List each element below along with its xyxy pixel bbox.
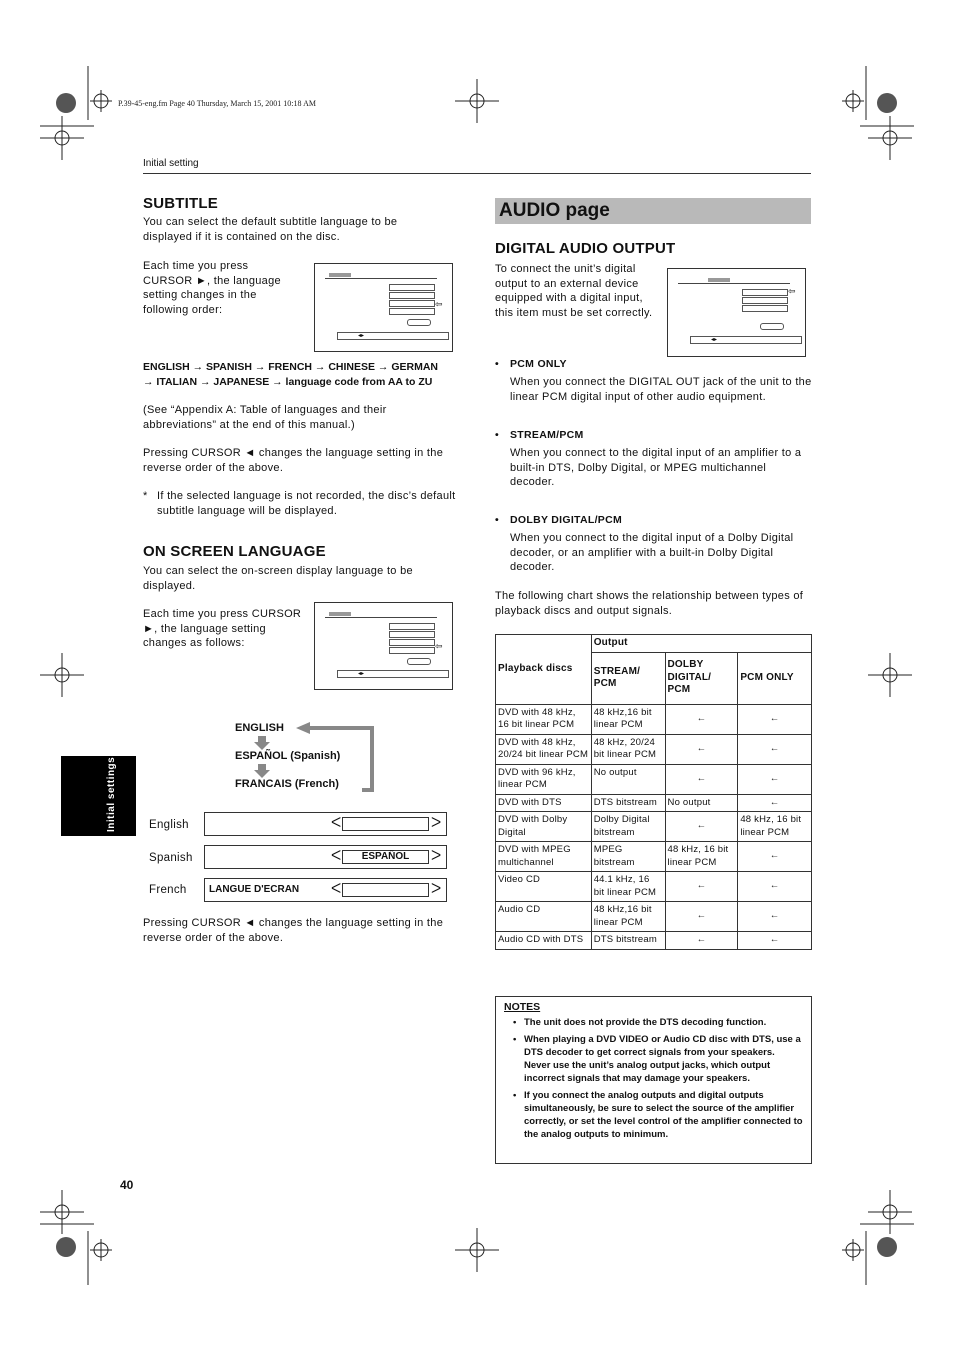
section-header: Initial setting — [143, 158, 199, 169]
table-cell: DVD with 48 kHz, 16 bit linear PCM — [496, 704, 592, 734]
table-cell: DTS bitstream — [591, 932, 665, 950]
table-cell: Dolby Digital bitstream — [591, 812, 665, 842]
output-table — [495, 634, 812, 950]
cycle-arrows — [250, 722, 380, 792]
table-cell: ← — [738, 902, 812, 932]
table-cell: 48 kHz, 16 bit linear PCM — [738, 812, 812, 842]
osl-press: Each time you press CURSOR ►, the language setting changes as follows: — [143, 608, 302, 650]
digital-audio-heading: DIGITAL AUDIO OUTPUT — [495, 240, 676, 257]
table-cell: DVD with 48 kHz, 20/24 bit linear PCM — [496, 734, 592, 764]
osl-reverse: Pressing CURSOR ◄ changes the language setting in the reverse order of the above. — [143, 917, 444, 944]
table-cell: 48 kHz,16 bit linear PCM — [591, 902, 665, 932]
osl-row-field — [342, 817, 429, 831]
side-tab-label: Initial settings — [106, 756, 117, 832]
subtitle-menu-illustration: ⇦ ◂▸ — [314, 263, 453, 352]
left-arrow-icon: ᐸ — [331, 814, 342, 830]
page-number: 40 — [120, 1178, 134, 1192]
audio-menu-illustration: ⇦ ◂▸ — [667, 268, 806, 357]
subtitle-order: ENGLISH → SPANISH → FRENCH → CHINESE → GERMAN → ITALIAN → JAPANESE → language code from AA to ZU — [143, 361, 438, 388]
osl-row-field: ESPAÑOL — [342, 850, 429, 864]
cycle-espanol: ESPAÑOL (Spanish) — [235, 750, 341, 762]
table-row — [496, 794, 812, 812]
option-desc: When you connect to the digital input of an amplifier to a built-in DTS, Dolby Digital, or MPEG multichannel decoder. — [510, 447, 802, 489]
table-cell: ← — [738, 872, 812, 902]
print-info: P.39-45-eng.fm Page 40 Thursday, March 15, 2001 10:18 AM — [118, 99, 316, 108]
subtitle-see: (See “Appendix A: Table of languages and their abbreviations” at the end of this manual.) — [143, 404, 387, 431]
osl-row-label-english: English — [149, 819, 189, 831]
bullet-icon: • — [495, 514, 499, 526]
table-row — [496, 704, 812, 734]
osl-row-english — [204, 812, 447, 836]
notes-title: NOTES — [504, 1001, 541, 1013]
table-cell: ← — [665, 704, 738, 734]
osl-row-spanish — [204, 845, 447, 869]
table-row — [496, 842, 812, 872]
table-cell: DTS bitstream — [591, 794, 665, 812]
osl-heading: ON SCREEN LANGUAGE — [143, 543, 326, 560]
digital-audio-intro: To connect the unit’s digital output to an external device equipped with a digital input, this item must be set correctly. — [495, 263, 653, 319]
table-cell: 48 kHz, 20/24 bit linear PCM — [591, 734, 665, 764]
note-item: • The unit does not provide the DTS decoding function. — [524, 1016, 803, 1029]
osl-row-label-french: French — [149, 884, 187, 896]
col-stream-pcm: STREAM/ PCM — [591, 652, 665, 704]
table-cell: Audio CD — [496, 902, 592, 932]
table-cell: ← — [738, 932, 812, 950]
osl-row-field — [342, 883, 429, 897]
table-cell: 44.1 kHz, 16 bit linear PCM — [591, 872, 665, 902]
table-row — [496, 764, 812, 794]
subtitle-press: Each time you press CURSOR ►, the language setting changes in the following order: — [143, 260, 281, 316]
side-tab — [61, 756, 136, 836]
option-desc: When you connect the DIGITAL OUT jack of the unit to the linear PCM digital input of other audio equipment. — [510, 376, 812, 403]
table-cell: DVD with MPEG multichannel — [496, 842, 592, 872]
table-cell: DVD with DTS — [496, 794, 592, 812]
left-arrow-icon: ᐸ — [331, 880, 342, 896]
table-cell: Audio CD with DTS — [496, 932, 592, 950]
table-row — [496, 902, 812, 932]
table-cell: ← — [738, 704, 812, 734]
osl-row-french — [204, 878, 447, 902]
table-cell: 48 kHz, 16 bit linear PCM — [665, 842, 738, 872]
col-pcm-only: PCM ONLY — [738, 652, 812, 704]
note-item: • If you connect the analog outputs and digital outputs simultaneously, be sure to select the source of the amplifier correctly, or set the level control of the amplifier connected to the analog outputs to minimum. — [524, 1089, 803, 1141]
col-dolby-pcm: DOLBY DIGITAL/ PCM — [665, 652, 738, 704]
table-cell: ← — [665, 932, 738, 950]
subtitle-note-mark: * — [143, 490, 148, 502]
right-arrow-icon: ᐳ — [431, 814, 442, 830]
note-item: • When playing a DVD VIDEO or Audio CD disc with DTS, use a DTS decoder to get correct signals from your speakers. Never use the unit’s analog output jacks, which output incorrect signals that may damage your speakers. — [524, 1033, 803, 1085]
option-desc: When you connect to the digital input of a Dolby Digital decoder, or an amplifier with a built-in Dolby Digital decoder. — [510, 532, 794, 574]
notes-box — [495, 996, 812, 1164]
table-cell: DVD with 96 kHz, linear PCM — [496, 764, 592, 794]
header-rule — [143, 173, 811, 174]
cycle-english: ENGLISH — [235, 722, 284, 734]
table-cell: ← — [665, 902, 738, 932]
right-arrow-icon: ᐳ — [431, 847, 442, 863]
table-cell: ← — [738, 794, 812, 812]
osl-intro: You can select the on-screen display language to be displayed. — [143, 565, 413, 592]
bullet-icon: • — [495, 429, 499, 441]
option-title: STREAM/PCM — [510, 429, 584, 441]
table-row — [496, 932, 812, 950]
subtitle-heading: SUBTITLE — [143, 195, 218, 212]
table-cell: ← — [665, 812, 738, 842]
osl-row-left-text: LANGUE D'ECRAN — [209, 884, 300, 895]
option-title: DOLBY DIGITAL/PCM — [510, 514, 623, 526]
bullet-icon: • — [495, 358, 499, 370]
table-cell: DVD with Dolby Digital — [496, 812, 592, 842]
table-cell: ← — [665, 872, 738, 902]
option-title: PCM ONLY — [510, 358, 567, 370]
table-cell: ← — [738, 734, 812, 764]
osl-row-label-spanish: Spanish — [149, 852, 193, 864]
table-cell: No output — [591, 764, 665, 794]
cycle-francais: FRANCAIS (French) — [235, 778, 339, 790]
table-cell: Video CD — [496, 872, 592, 902]
table-cell: MPEG bitstream — [591, 842, 665, 872]
table-row — [496, 734, 812, 764]
table-cell: No output — [665, 794, 738, 812]
table-cell: ← — [665, 764, 738, 794]
table-row — [496, 812, 812, 842]
right-arrow-icon: ᐳ — [431, 880, 442, 896]
table-cell: 48 kHz,16 bit linear PCM — [591, 704, 665, 734]
col-playback-discs: Playback discs — [496, 635, 592, 705]
col-output: Output — [591, 635, 811, 653]
table-cell: ← — [738, 764, 812, 794]
left-arrow-icon: ᐸ — [331, 847, 342, 863]
subtitle-note: If the selected language is not recorded, the disc’s default subtitle language will be displayed. — [157, 490, 456, 517]
table-row — [496, 872, 812, 902]
chart-intro: The following chart shows the relationship between types of playback discs and output signals. — [495, 590, 804, 617]
subtitle-intro: You can select the default subtitle language to be displayed if it is contained on the disc. — [143, 216, 398, 243]
subtitle-reverse: Pressing CURSOR ◄ changes the language setting in the reverse order of the above. — [143, 447, 444, 474]
table-cell: ← — [738, 842, 812, 872]
audio-page-banner: AUDIO page — [495, 198, 811, 224]
osl-menu-illustration: ⇦ ◂▸ — [314, 602, 453, 690]
table-cell: ← — [665, 734, 738, 764]
